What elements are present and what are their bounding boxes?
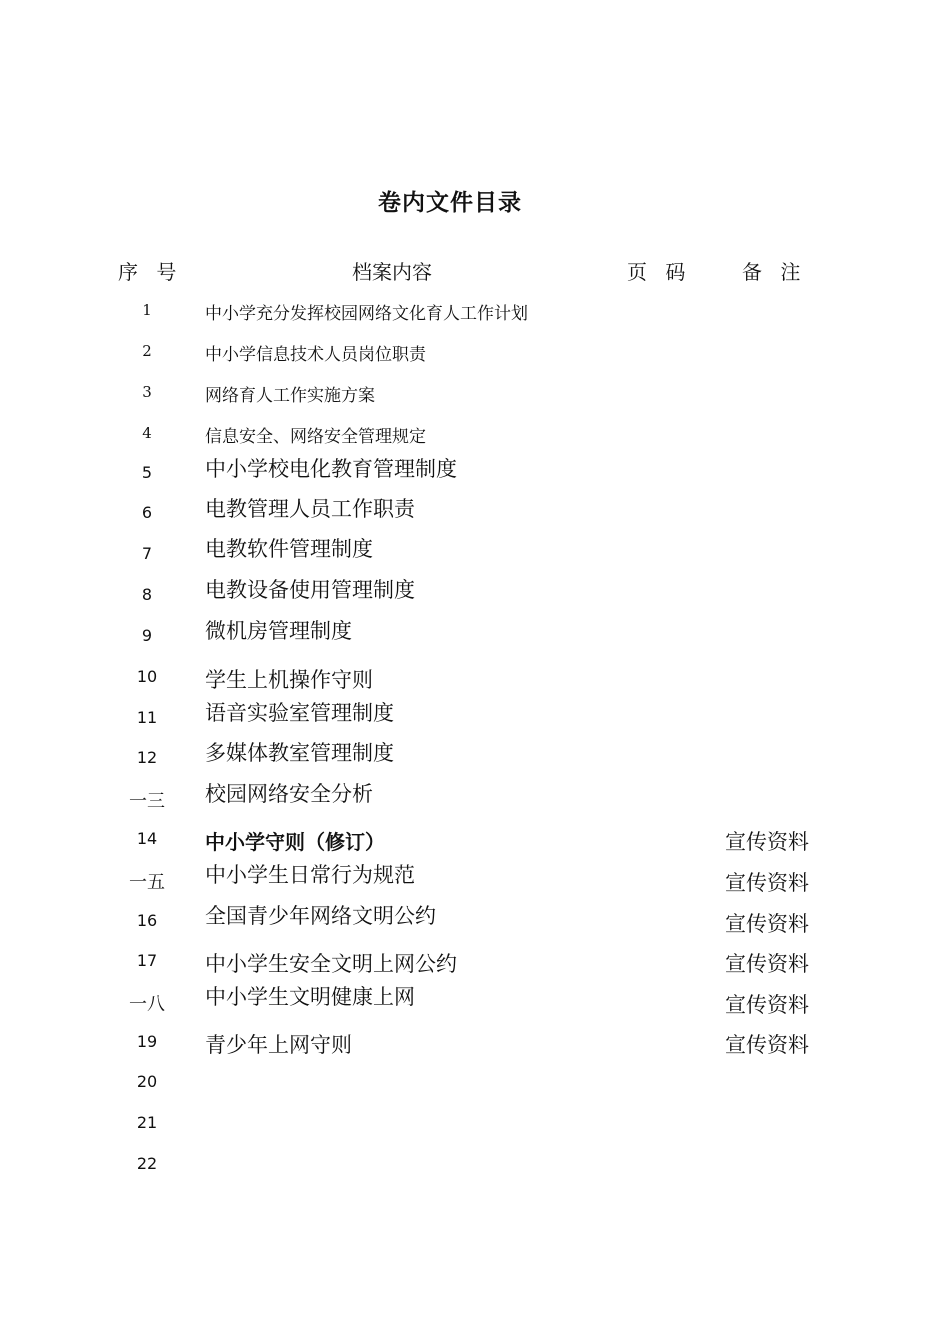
header-seq: 序 号 (118, 260, 183, 284)
row-content: 中小学信息技术人员岗位职责 (205, 345, 426, 365)
header-note: 备 注 (742, 260, 807, 284)
row-number: 16 (136, 911, 158, 930)
row-number: 3 (142, 383, 152, 401)
row-content: 电教软件管理制度 (205, 537, 373, 561)
row-number: 5 (141, 463, 153, 482)
page-title: 卷内文件目录 (378, 190, 522, 216)
row-number: 一八 (129, 994, 165, 1015)
row-content: 中小学守则（修订） (205, 830, 385, 854)
row-content: 信息安全、网络安全管理规定 (205, 427, 426, 447)
row-note: 宣传资料 (725, 830, 809, 854)
row-number: 2 (142, 342, 152, 360)
row-content: 中小学生文明健康上网 (205, 985, 415, 1009)
table-row (0, 1154, 950, 1194)
row-note: 宣传资料 (725, 993, 809, 1017)
table-row (0, 859, 950, 899)
row-content: 网络育人工作实施方案 (205, 386, 375, 406)
row-note: 宣传资料 (725, 1033, 809, 1057)
row-number: 一五 (129, 872, 165, 893)
table-row (0, 298, 950, 338)
row-number: 8 (141, 585, 153, 604)
row-note: 宣传资料 (725, 912, 809, 936)
row-number: 1 (142, 301, 152, 319)
table-row (0, 1113, 950, 1153)
row-number: 12 (136, 748, 158, 767)
table-row (0, 493, 950, 533)
row-number: 14 (136, 829, 158, 848)
row-number: 11 (136, 708, 158, 727)
table-row (0, 778, 950, 818)
table-row (0, 339, 950, 379)
row-number: 一三 (129, 791, 165, 812)
row-content: 电教管理人员工作职责 (205, 497, 415, 521)
row-number: 19 (136, 1032, 158, 1051)
table-row (0, 697, 950, 737)
table-row (0, 900, 950, 940)
table-row (0, 1029, 950, 1069)
row-content: 电教设备使用管理制度 (205, 578, 415, 602)
header-content: 档案内容 (352, 260, 432, 284)
row-content: 学生上机操作守则 (205, 668, 373, 692)
row-number: 6 (141, 503, 153, 522)
row-number: 4 (142, 424, 152, 442)
row-note: 宣传资料 (725, 952, 809, 976)
row-number: 21 (136, 1113, 158, 1132)
row-note: 宣传资料 (725, 871, 809, 895)
row-number: 9 (141, 626, 153, 645)
table-row (0, 533, 950, 573)
row-content: 青少年上网守则 (205, 1033, 352, 1057)
table-row (0, 615, 950, 655)
row-number: 7 (141, 544, 153, 563)
row-content: 中小学校电化教育管理制度 (205, 457, 457, 481)
row-content: 微机房管理制度 (205, 619, 352, 643)
row-content: 语音实验室管理制度 (205, 701, 394, 725)
table-row (0, 574, 950, 614)
row-content: 多媒体教室管理制度 (205, 741, 394, 765)
table-row (0, 453, 950, 493)
row-number: 17 (136, 951, 158, 970)
table-row (0, 380, 950, 420)
row-content: 中小学生日常行为规范 (205, 863, 415, 887)
row-content: 校园网络安全分析 (205, 782, 373, 806)
table-row (0, 981, 950, 1021)
row-content: 中小学生安全文明上网公约 (205, 952, 457, 976)
row-number: 10 (136, 667, 158, 686)
row-content: 全国青少年网络文明公约 (205, 904, 436, 928)
row-number: 20 (136, 1072, 158, 1091)
table-row (0, 737, 950, 777)
row-number: 22 (136, 1154, 158, 1173)
header-page: 页 码 (627, 260, 692, 284)
table-row (0, 1072, 950, 1112)
row-content: 中小学充分发挥校园网络文化育人工作计划 (205, 304, 528, 324)
